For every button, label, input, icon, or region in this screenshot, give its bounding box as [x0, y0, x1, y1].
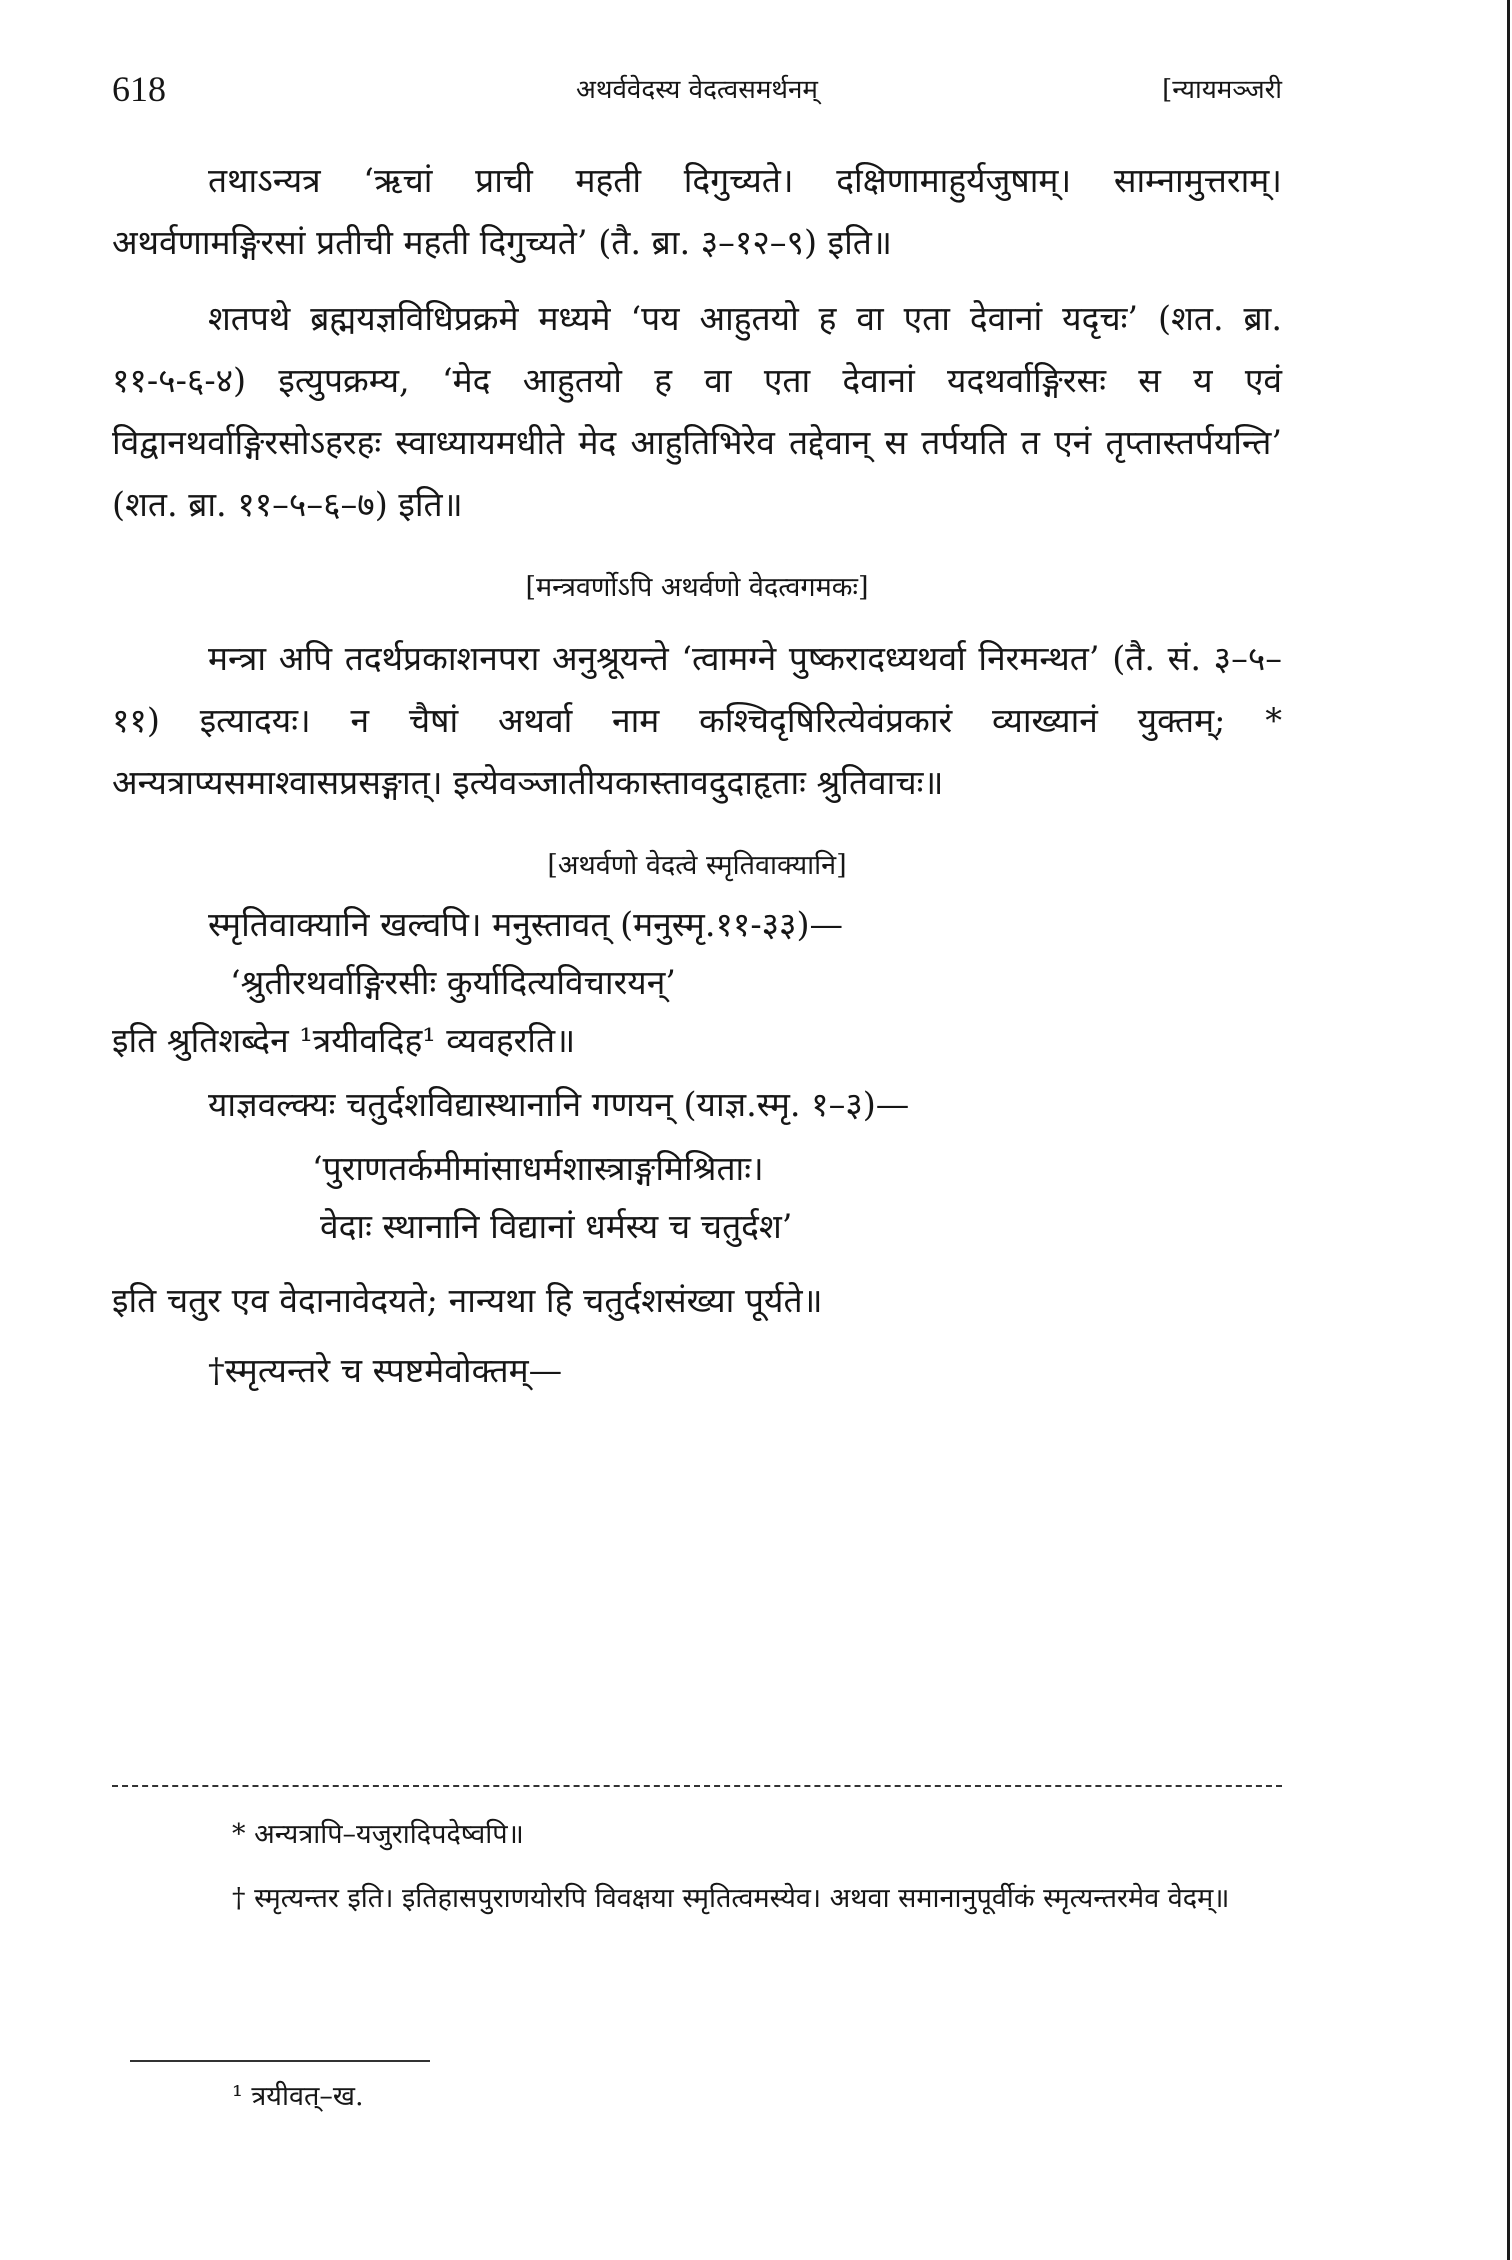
footnotes: [112, 1808, 1282, 1926]
page-header: [112, 60, 1282, 120]
paragraph-7: इति चतुर एव वेदानावेदयते; नान्यथा हि चतुर्दशसंख्या पूर्यते॥: [112, 1281, 823, 1320]
verse-quote-1: ‘श्रुतीरथर्वाङ्गिरसीः कुर्यादित्यविचारयन्’: [230, 963, 676, 1002]
paragraph-3: मन्त्रा अपि तदर्थप्रकाशनपरा अनुश्रूयन्ते ‘त्वामग्ने पुष्करादध्यथर्वा निरमन्थत’ (तै. सं. ३–५–११) इत्यादयः। न चैषां अथर्वा नाम कश्चिदृषिरित्येवंप्रकारं व्याख्यानं युक्तम्; * अन्यत्राप्यसमाश्वासप्रसङ्गात्। इत्येवञ्जातीयकास्तावदुदाहृताः श्रुतिवाचः॥: [112, 639, 1282, 802]
footnote-3: ¹ त्रयीवत्–ख.: [232, 2081, 364, 2112]
section-heading-1: [मन्त्रवर्णोऽपि अथर्वणो वेदत्वगमकः]: [525, 572, 869, 603]
variant-footnote: [112, 2070, 1282, 2124]
main-text: [112, 150, 1282, 1400]
paragraph-8: †स्मृत्यन्तरे च स्पष्टमेवोक्तम्—: [208, 1351, 563, 1390]
paragraph-2: शतपथे ब्रह्मयज्ञविधिप्रक्रमे मध्यमे ‘पय आहुतयो ह वा एता देवानां यदृचः’ (शत. ब्रा. ११-५-६-४) इत्युपक्रम्य, ‘मेद आहुतयो ह वा एता देवानां यदथर्वाङ्गिरसः स य एवं विद्वानथर्वाङ्गिरसोऽहरहः स्वाध्यायमधीते मेद आहुतिभिरेव तद्देवान् स तर्पयति त एनं तृप्तास्तर्पयन्ति’ (शत. ब्रा. ११–५–६–७) इति॥: [112, 299, 1282, 524]
footnote-rule: [130, 2060, 430, 2062]
paragraph-1: तथाऽन्यत्र ‘ऋचां प्राची महती दिगुच्यते। दक्षिणामाहुर्यजुषाम्। साम्नामुत्तराम्। अथर्वणामङ्गिरसां प्रतीची महती दिगुच्यते’ (तै. ब्रा. ३–१२–९) इति॥: [112, 161, 1282, 262]
section-heading-2: [अथर्वणो वेदत्वे स्मृतिवाक्यानि]: [547, 850, 847, 881]
footnote-separator: [112, 1785, 1282, 1787]
footnote-1: * अन्यत्रापि–यजुरादिपदेष्वपि॥: [232, 1819, 524, 1850]
verse-quote-2b: वेदाः स्थानानि विद्यानां धर्मस्य च चतुर्दश’: [320, 1207, 793, 1246]
book-title: [न्यायमञ्जरी: [1162, 75, 1282, 105]
page-binding-edge: [1507, 0, 1510, 2260]
paragraph-4: स्मृतिवाक्यानि खल्वपि। मनुस्तावत् (मनुस्मृ.११-३३)—: [208, 905, 844, 944]
page-number: 618: [112, 69, 166, 109]
paragraph-6: याज्ञवल्क्यः चतुर्दशविद्यास्थानानि गणयन् (याज्ञ.स्मृ. १–३)—: [208, 1085, 910, 1124]
paragraph-5: इति श्रुतिशब्देन ¹त्रयीवदिह¹ व्यवहरति॥: [112, 1021, 576, 1060]
footnote-2: † स्मृत्यन्तर इति। इतिहासपुराणयोरपि विवक्षया स्मृतित्वमस्येव। अथवा समानानुपूर्वीकं स्मृत्यन्तरमेव वेदम्॥: [232, 1883, 1230, 1914]
running-title: अथर्ववेदस्य वेदत्वसमर्थनम्: [576, 75, 818, 105]
verse-quote-2a: ‘पुराणतर्कमीमांसाधर्मशास्त्राङ्गमिश्रिताः।: [312, 1149, 764, 1188]
